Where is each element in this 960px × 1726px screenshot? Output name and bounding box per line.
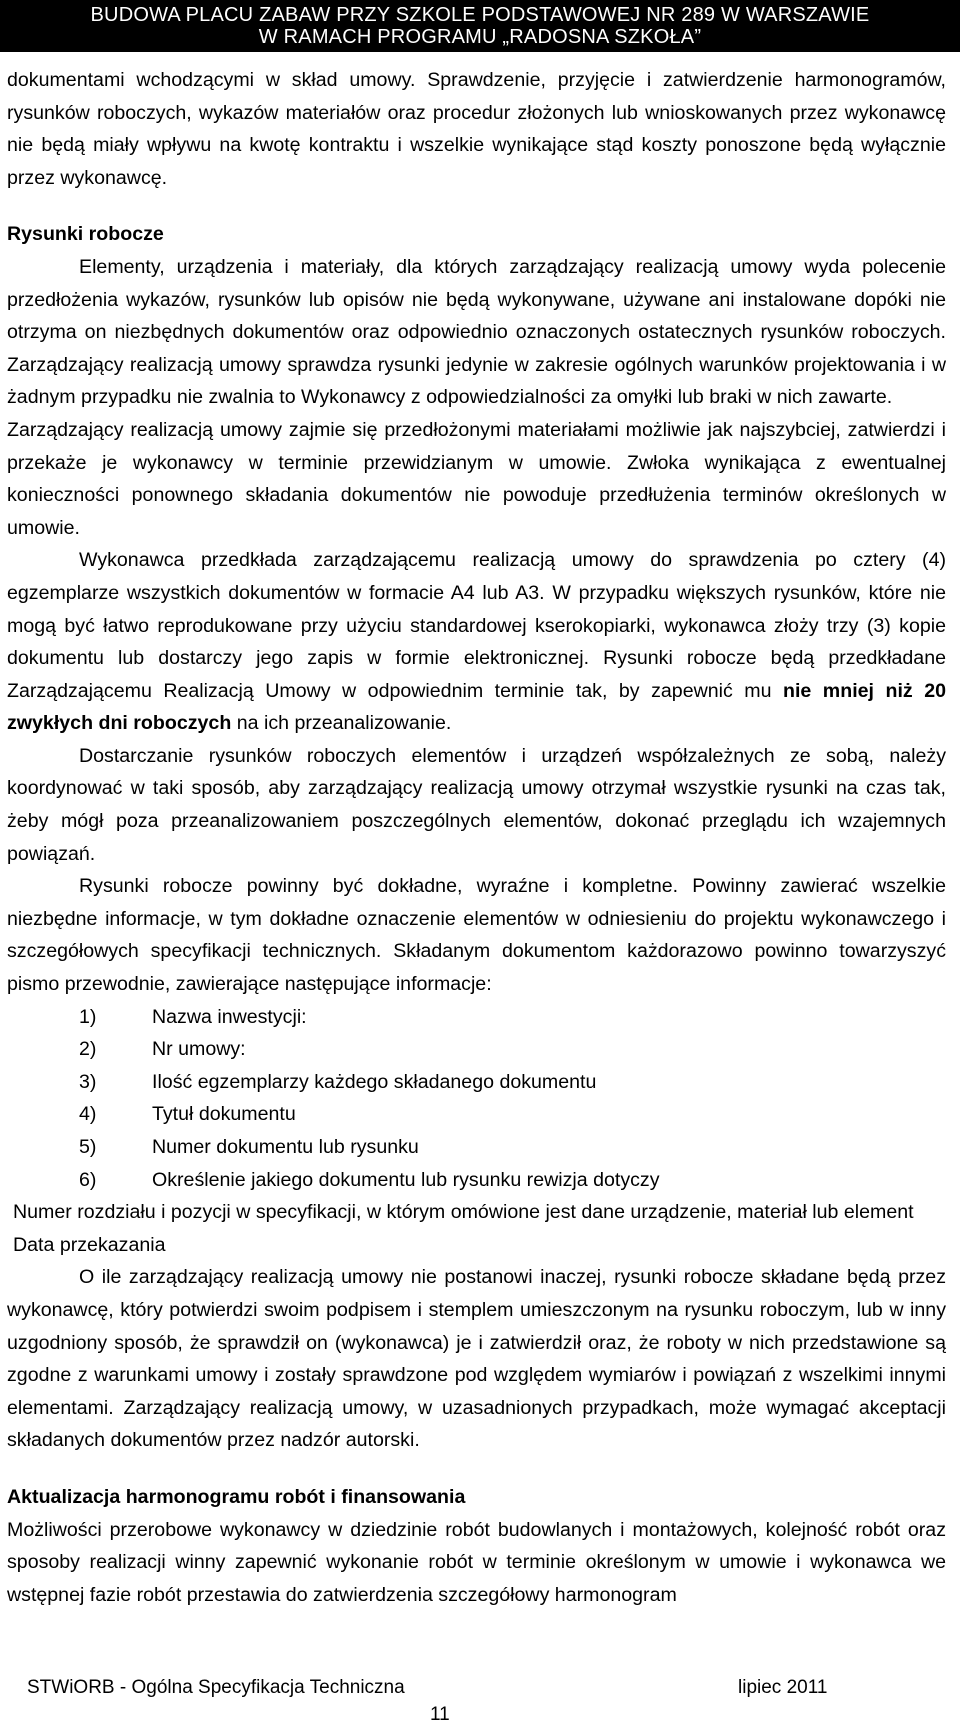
- paragraph-7: Możliwości przerobowe wykonawcy w dziedzinie robót budowlanych i montażowych, kolejność robót oraz sposoby realizacji winny zapewnić wykonanie robót w terminie określonym w umowie i wykonawca we wstępnej fazie robót przestawia do zatwierdzenia szczegółowy harmonogram: [7, 1518, 946, 1606]
- paragraph-3-text-b: na ich przeanalizowanie.: [231, 712, 452, 735]
- header-line-1: BUDOWA PLACU ZABAW PRZY SZKOLE PODSTAWOWEJ NR 289 W WARSZAWIE: [90, 4, 870, 26]
- info-list: [7, 1001, 946, 1197]
- paragraph-3: [7, 544, 946, 740]
- document-header: [0, 0, 960, 52]
- list-item: 6) Określenie jakiego dokumentu lub rysunku rewizja dotyczy: [79, 1168, 660, 1191]
- footer-title: STWiORB - Ogólna Specyfikacja Techniczna: [27, 1677, 405, 1698]
- heading-rysunki-robocze: Rysunki robocze: [7, 223, 164, 246]
- list-item: 5) Numer dokumentu lub rysunku: [79, 1136, 419, 1158]
- document-body: [7, 64, 946, 1611]
- list-item: 4) Tytuł dokumentu: [79, 1103, 296, 1126]
- heading-aktualizacja: Aktualizacja harmonogramu robót i finansowania: [7, 1485, 466, 1508]
- page-number: 11: [430, 1704, 450, 1725]
- paragraph-intro: dokumentami wchodzącymi w skład umowy. Sprawdzenie, przyjęcie i zatwierdzenie harmonogramów, rysunków roboczych, wykazów materiałów oraz procedur złożonych lub wnioskowanych przez wykonawcę nie będą miały wpływu na kwotę kontraktu i wszelkie wynikające stąd koszty ponoszone będą wyłącznie przez wykonawcę.: [7, 69, 946, 189]
- paragraph-5: Rysunki robocze powinny być dokładne, wyraźne i kompletne. Powinny zawierać wszelkie niezbędne informacje, w tym dokładne oznaczenie elementów w odniesieniu do projektu wykonawczego i szczegółowych specyfikacji technicznych. Składanym dokumentom każdorazowo powinno towarzyszyć pismo przewodnie, zawierające następujące informacje:: [7, 875, 946, 996]
- paragraph-numer-rozdzialu: Numer rozdziału i pozycji w specyfikacji, w którym omówione jest dane urządzenie, materiał lub element: [13, 1201, 914, 1224]
- list-item: 1) Nazwa inwestycji:: [79, 1005, 307, 1028]
- list-item: 3) Ilość egzemplarzy każdego składanego dokumentu: [79, 1070, 597, 1093]
- list-item: 2) Nr umowy:: [79, 1038, 246, 1061]
- paragraph-data-przekazania: Data przekazania: [13, 1233, 166, 1256]
- paragraph-6: O ile zarządzający realizacją umowy nie postanowi inaczej, rysunki robocze składane będą przez wykonawcę, który potwierdzi swoim podpisem i stemplem umieszczonym na rysunku roboczym, lub w inny uzgodniony sposób, że sprawdził on (wykonawca) je i zatwierdził oraz, że roboty w nich przedstawione są zgodne z warunkami umowy i zostały sprawdzone pod względem wymiarów i powiązań z wszelkimi innymi elementami. Zarządzający realizacją umowy, w uzasadnionych przypadkach, może wymagać akceptacji składanych dokumentów przez nadzór autorski.: [7, 1266, 946, 1452]
- footer-date: lipiec 2011: [738, 1677, 828, 1698]
- paragraph-4: Dostarczanie rysunków roboczych elementów i urządzeń współzależnych ze sobą, należy koordynować w taki sposób, aby zarządzający realizacją umowy otrzymał wszystkie rysunki na czas tak, żeby mógł poza przeanalizowaniem poszczególnych elementów, dokonać przeglądu ich wzajemnych powiązań.: [7, 744, 946, 865]
- paragraph-2: Zarządzający realizacją umowy zajmie się przedłożonymi materiałami możliwie jak najszybciej, zatwierdzi i przekaże je wykonawcy w terminie przewidzianym w umowie. Zwłoka wynikająca z ewentualnej konieczności ponownego składania dokumentów nie powoduje przedłużenia terminów określonych w umowie.: [7, 418, 946, 539]
- paragraph-3-text-a: Wykonawca przedkłada zarządzającemu realizacją umowy do sprawdzenia po cztery (4) egzemplarze wszystkich dokumentów w formacie A4 lub A3. W przypadku większych rysunków, które nie mogą być łatwo reprodukowane przy użyciu standardowej kserokopiarki, wykonawca złoży trzy (3) kopie dokumentu lub dostarczy jego zapis w formie elektronicznej. Rysunki robocze będą przedkładane Zarządzającemu Realizacją Umowy w odpowiednim terminie tak, by zapewnić mu: [7, 549, 946, 702]
- header-line-2: W RAMACH PROGRAMU „RADOSNA SZKOŁA”: [258, 26, 702, 48]
- paragraph-3-bold: nie mniej niż 20 zwykłych dni roboczych: [7, 679, 946, 735]
- paragraph-1: Elementy, urządzenia i materiały, dla których zarządzający realizacją umowy wyda polecenie przedłożenia wykazów, rysunków lub opisów nie będą wykonywane, używane ani instalowane dopóki nie otrzyma on niezbędnych dokumentów oraz odpowiednio oznaczonych ostatecznych rysunków roboczych. Zarządzający realizacją umowy sprawdza rysunki jedynie w zakresie ogólnych warunków projektowania i w żadnym przypadku nie zwalnia to Wykonawcy z odpowiedzialności za omyłki lub braki w nich zawarte.: [7, 255, 946, 409]
